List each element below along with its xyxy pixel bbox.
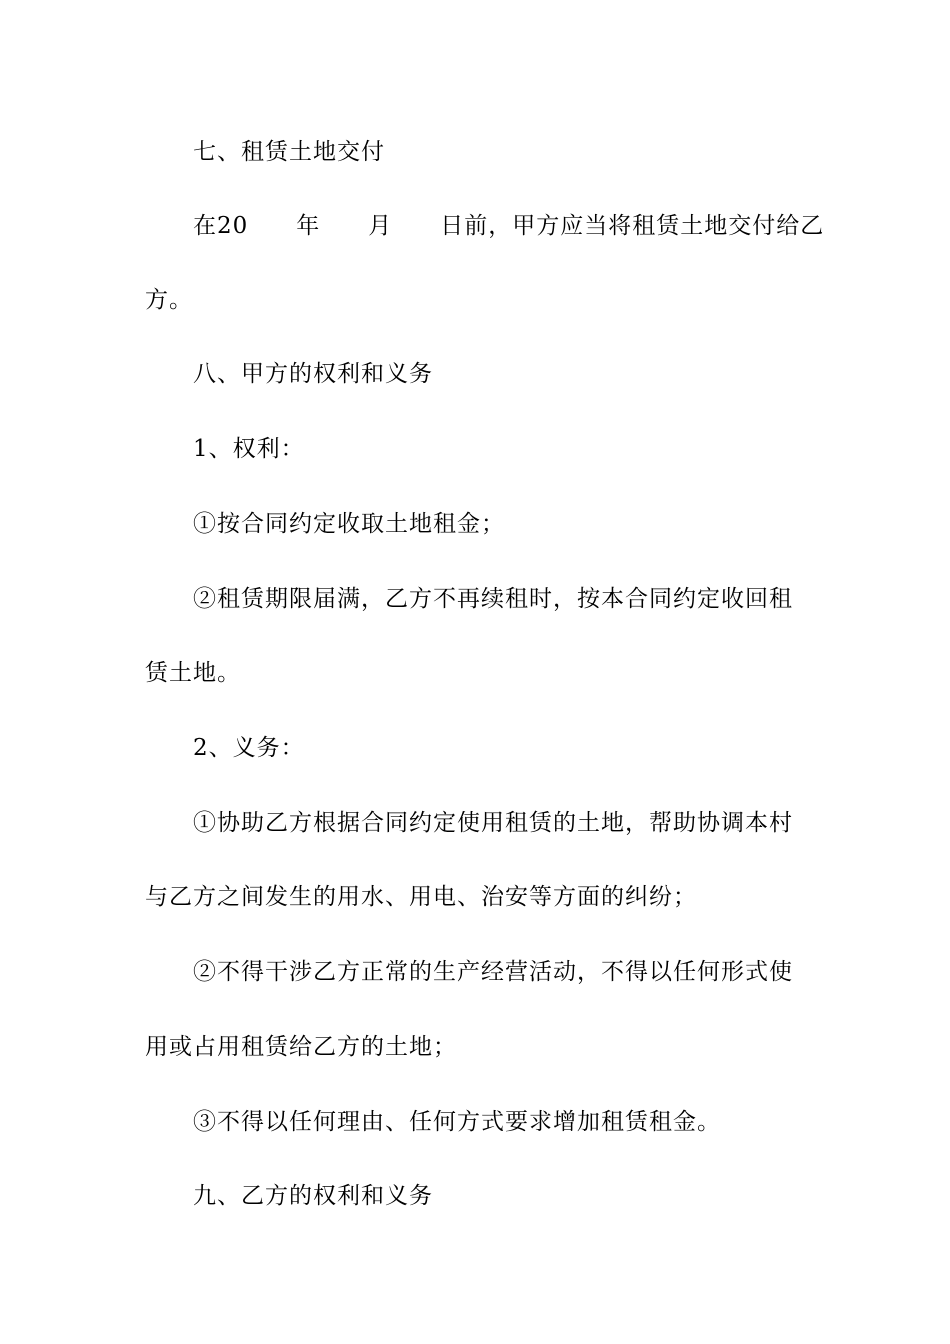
list-item: ③不得以任何理由、任何方式要求增加租赁租金。 [193, 1109, 721, 1135]
list-item: ①协助乙方根据合同约定使用租赁的土地，帮助协调本村 [193, 810, 793, 836]
paragraph-line: 与乙方之间发生的用水、用电、治安等方面的纠纷； [145, 884, 697, 910]
section-heading-8: 八、甲方的权利和义务 [193, 361, 433, 387]
paragraph-line: 方。 [145, 287, 193, 313]
list-item: ②租赁期限届满，乙方不再续租时，按本合同约定收回租 [193, 586, 793, 612]
list-item: ②不得干涉乙方正常的生产经营活动，不得以任何形式使 [193, 959, 793, 985]
section-heading-9: 九、乙方的权利和义务 [193, 1183, 433, 1209]
section-heading-7: 七、租赁土地交付 [193, 139, 385, 165]
paragraph-line: 用或占用租赁给乙方的土地； [145, 1034, 457, 1060]
paragraph-line: 赁土地。 [145, 660, 241, 686]
subheading-obligations: 2、义务： [193, 735, 305, 761]
paragraph-line: 在20 年 月 日前，甲方应当将租赁土地交付给乙 [193, 213, 825, 239]
subheading-rights: 1、权利： [193, 436, 305, 462]
list-item: ①按合同约定收取土地租金； [193, 511, 505, 537]
